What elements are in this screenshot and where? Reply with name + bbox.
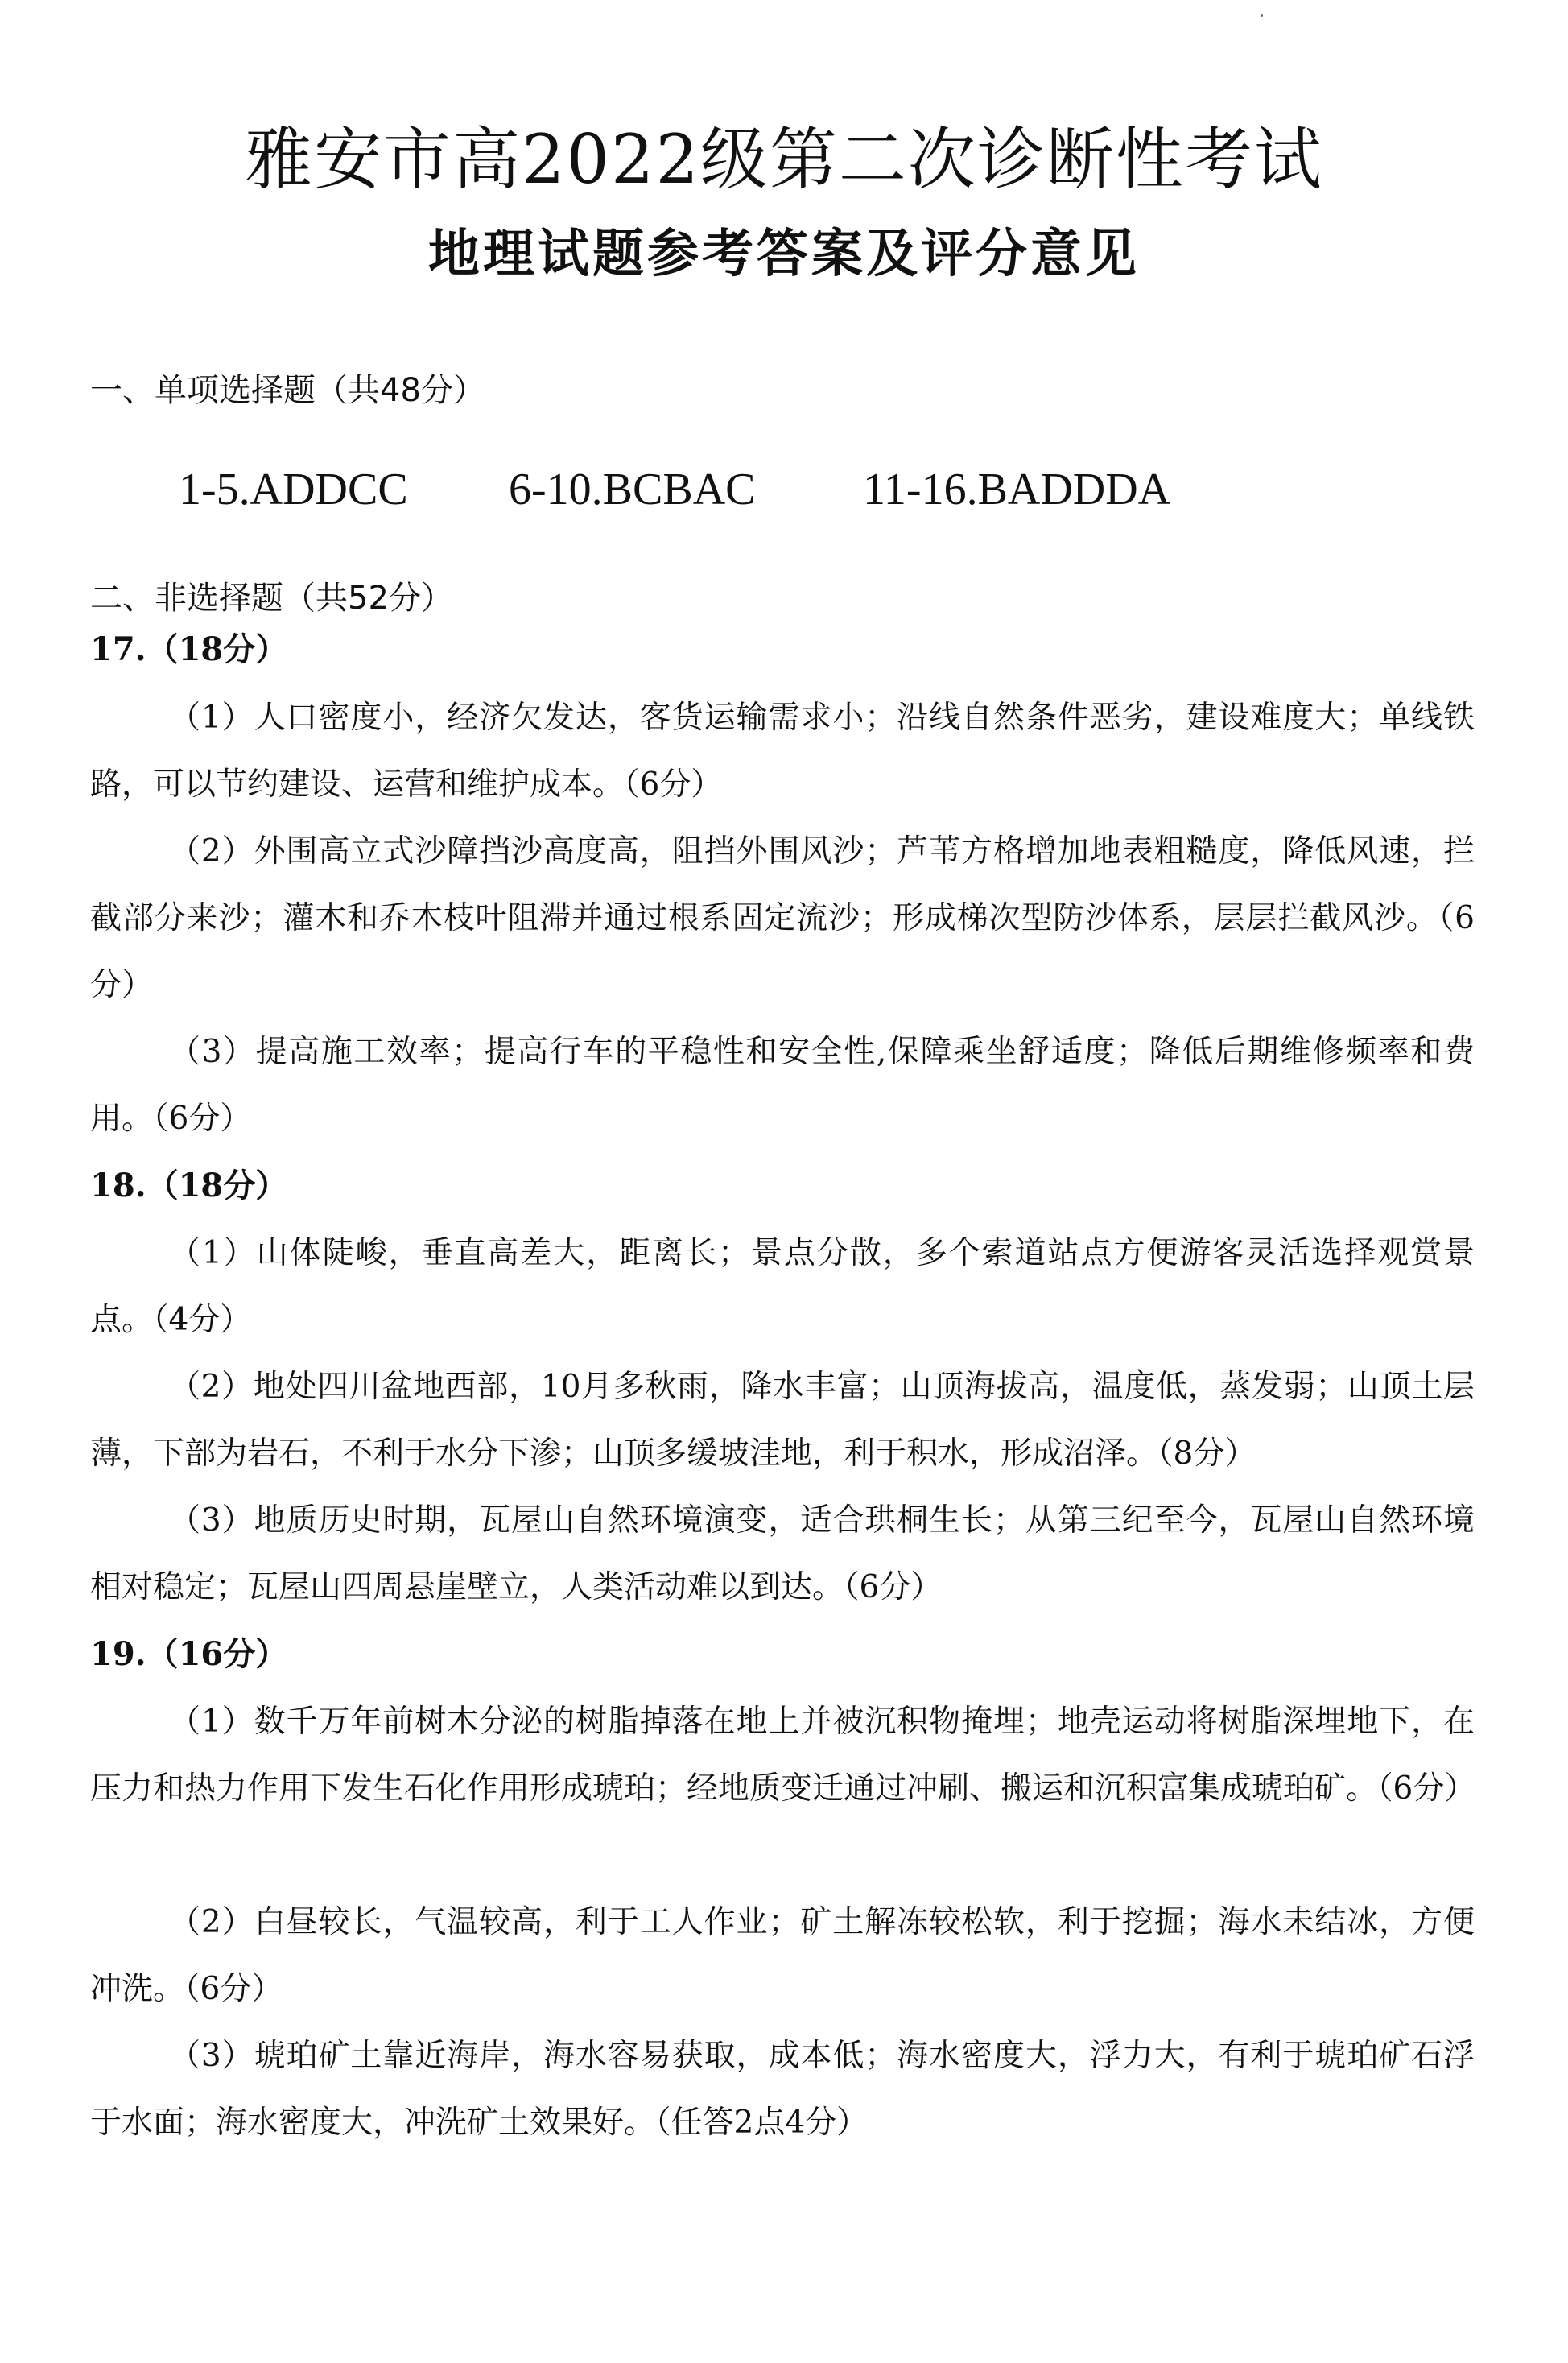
question-19-part-3: （3）琥珀矿土靠近海岸，海水容易获取，成本低；海水密度大，浮力大，有利于琥珀矿石浮于水面；海水密度大，冲洗矿土效果好。（任答2点4分） xyxy=(90,2038,1475,2141)
scan-speck xyxy=(1261,14,1263,17)
question-18-heading: 18.（18分） xyxy=(90,1167,288,1204)
question-18-part-2: （2）地处四川盆地西部，10月多秋雨，降水丰富；山顶海拔高，温度低，蒸发弱；山顶土层薄，下部为岩石，不利于水分下渗；山顶多缓坡洼地，利于积水，形成沼泽。（8分） xyxy=(90,1369,1475,1472)
question-19-part-1: （1）数千万年前树木分泌的树脂掉落在地上并被沉积物掩埋；地壳运动将树脂深埋地下，在压力和热力作用下发生石化作用形成琥珀；经地质变迁通过冲刷、搬运和沉积富集成琥珀矿。（6分） xyxy=(90,1704,1476,1807)
section-2-heading: 二、非选择题（共52分） xyxy=(90,580,453,617)
answers-11-16: 11-16.BADDDA xyxy=(863,465,1171,514)
question-18-part-1: （1）山体陡峻，垂直高差大，距离长；景点分散，多个索道站点方便游客灵活选择观赏景点。（4分） xyxy=(90,1235,1475,1338)
section-1-heading: 一、单项选择题（共48分） xyxy=(90,372,485,409)
page-title: 雅安市高2022级第二次诊断性考试 xyxy=(245,120,1323,199)
question-18-part-3: （3）地质历史时期，瓦屋山自然环境演变，适合珙桐生长；从第三纪至今，瓦屋山自然环境相对稳定；瓦屋山四周悬崖壁立，人类活动难以到达。（6分） xyxy=(90,1502,1475,1605)
question-19-part-2: （2）白昼较长，气温较高，利于工人作业；矿土解冻较松软，利于挖掘；海水未结冰，方便冲洗。（6分） xyxy=(90,1904,1475,2007)
question-17-part-3: （3）提高施工效率；提高行车的平稳性和安全性,保障乘坐舒适度；降低后期维修频率和费用。（6分） xyxy=(90,1034,1475,1137)
question-19-heading: 19.（16分） xyxy=(90,1635,288,1673)
answers-1-5: 1-5.ADDCC xyxy=(179,465,408,514)
answers-6-10: 6-10.BCBAC xyxy=(509,465,756,514)
page-subtitle: 地理试题参考答案及评分意见 xyxy=(428,225,1140,284)
question-17-part-1: （1）人口密度小，经济欠发达，客货运输需求小；沿线自然条件恶劣，建设难度大；单线铁路，可以节约建设、运营和维护成本。（6分） xyxy=(90,700,1475,803)
question-17-part-2: （2）外围高立式沙障挡沙高度高，阻挡外围风沙；芦苇方格增加地表粗糙度，降低风速，拦截部分来沙；灌木和乔木枝叶阻滞并通过根系固定流沙；形成梯次型防沙体系，层层拦截风沙。（6分） xyxy=(90,833,1475,1003)
question-17-heading: 17.（18分） xyxy=(90,630,288,668)
